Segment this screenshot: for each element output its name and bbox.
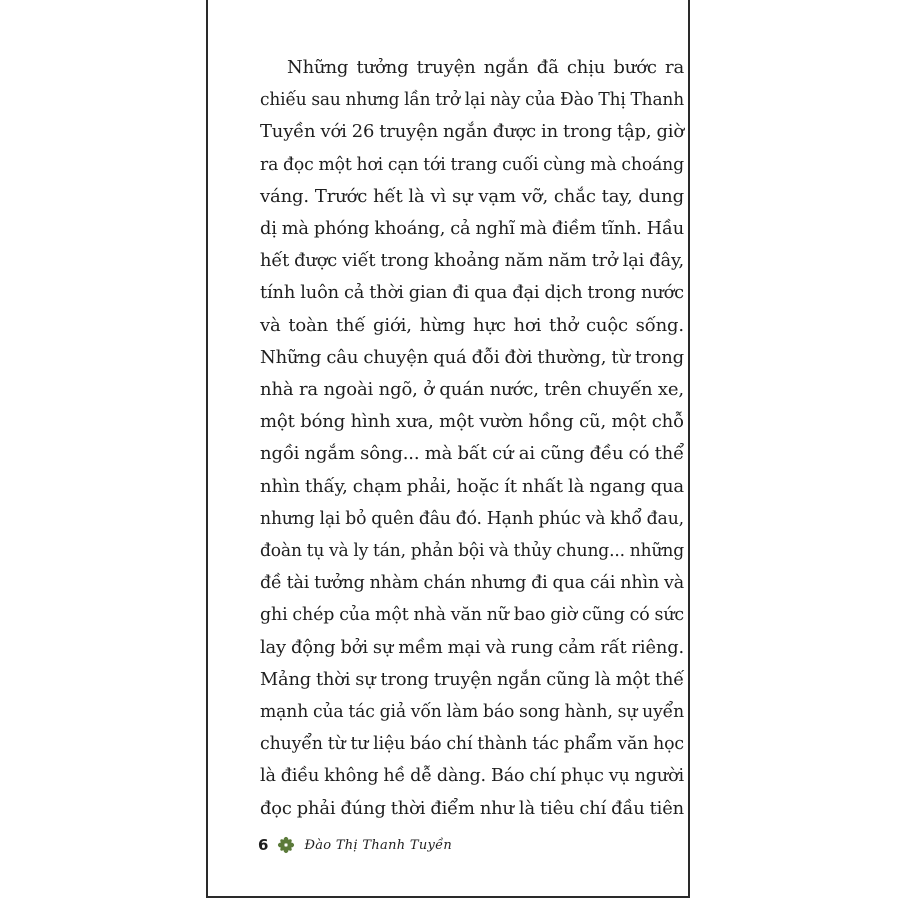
text-line: nhìn thấy, chạm phải, hoặc ít nhất là ngang qua: [260, 475, 684, 497]
clover-icon: [276, 835, 296, 855]
text-line: Tuyền với 26 truyện ngắn được in trong tập, giờ: [260, 121, 685, 143]
text-line: đề tài tưởng nhàm chán nhưng đi qua cái nhìn và: [260, 572, 685, 594]
text-line: một bóng hình xưa, một vườn hồng cũ, một chỗ: [260, 411, 684, 433]
body-text: [260, 52, 684, 825]
text-line: chuyển từ tư liệu báo chí thành tác phẩm văn học: [260, 733, 685, 755]
text-line: ghi chép của một nhà văn nữ bao giờ cũng có sức: [260, 604, 685, 626]
text-line: nhưng lại bỏ quên đâu đó. Hạnh phúc và khổ đau,: [260, 507, 684, 529]
text-line: tính luôn cả thời gian đi qua đại dịch trong nước: [260, 282, 684, 304]
author-name: Đào Thị Thanh Tuyền: [304, 837, 453, 853]
text-line: đọc phải đúng thời điểm như là tiêu chí đầu tiên: [260, 797, 684, 819]
text-line: dị mà phóng khoáng, cả nghĩ mà điềm tĩnh. Hầu: [260, 218, 684, 240]
text-line: Những câu chuyện quá đỗi đời thường, từ trong: [260, 346, 684, 368]
text-line: ra đọc một hơi cạn tới trang cuối cùng mà choáng: [260, 153, 685, 175]
text-line: là điều không hề dễ dàng. Báo chí phục vụ người: [260, 765, 684, 787]
page-number: 6: [258, 836, 269, 854]
text-line: đoàn tụ và ly tán, phản bội và thủy chung... những: [260, 540, 684, 562]
text-line: mạnh của tác giả vốn làm báo song hành, sự uyển: [260, 701, 685, 723]
text-line: nhà ra ngoài ngõ, ở quán nước, trên chuyến xe,: [260, 379, 684, 401]
text-line: lay động bởi sự mềm mại và rung cảm rất riêng.: [260, 636, 685, 658]
text-line: ngồi ngắm sông... mà bất cứ ai cũng đều có thể: [260, 443, 685, 465]
text-line: Mảng thời sự trong truyện ngắn cũng là một thế: [260, 668, 684, 690]
page-footer: [258, 832, 452, 858]
book-page: [206, 0, 690, 898]
text-line: hết được viết trong khoảng năm năm trở lại đây,: [260, 250, 685, 272]
text-line: chiếu sau nhưng lần trở lại này của Đào Thị Thanh: [260, 89, 685, 111]
text-line: Những tưởng truyện ngắn đã chịu bước ra: [287, 57, 685, 78]
text-line: váng. Trước hết là vì sự vạm vỡ, chắc tay, dung: [260, 185, 684, 207]
text-line: và toàn thế giới, hừng hực hơi thở cuộc sống.: [260, 314, 684, 336]
